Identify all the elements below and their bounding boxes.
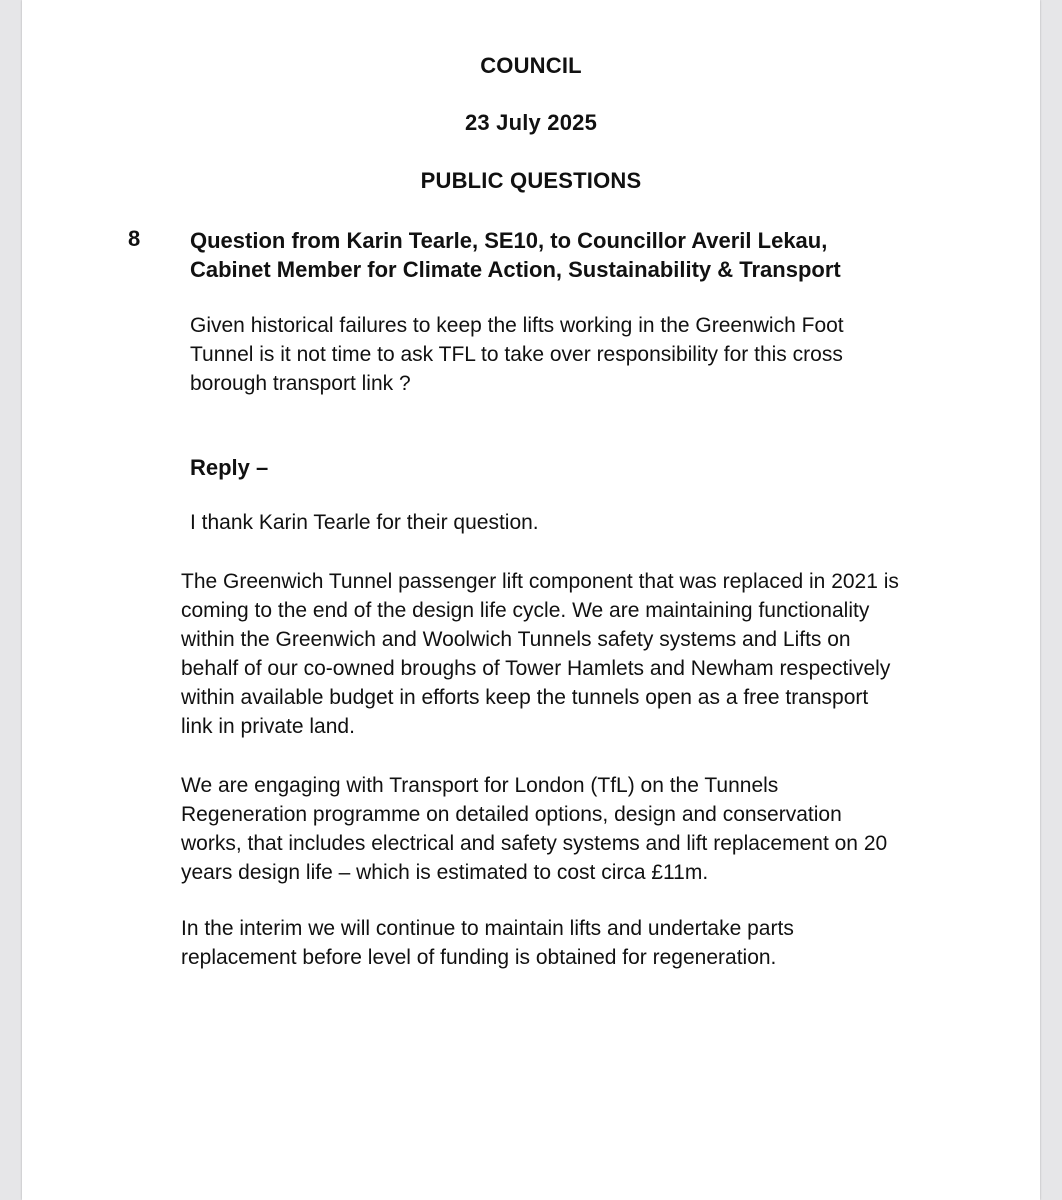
meeting-date: 23 July 2025 [464, 110, 598, 135]
reply-line: We are engaging with Transport for London (TfL) on the Tunnels [181, 774, 779, 797]
reply-line: within available budget in efforts keep the tunnels open as a free transport [181, 686, 869, 709]
reply-paragraph-3 [181, 914, 981, 972]
council-heading: COUNCIL [480, 53, 582, 78]
question-body [190, 311, 930, 398]
reply-line: The Greenwich Tunnel passenger lift component that was replaced in 2021 is [181, 570, 899, 593]
reply-line: replacement before level of funding is obtained for regeneration. [181, 946, 777, 969]
reply-paragraph-1 [181, 567, 981, 741]
question-heading-line: Cabinet Member for Climate Action, Sustainability & Transport [190, 257, 841, 282]
reply-line: behalf of our co-owned broughs of Tower Hamlets and Newham respectively [181, 657, 891, 680]
question-body-line: Tunnel is it not time to ask TFL to take over responsibility for this cross [190, 343, 843, 366]
reply-line: link in private land. [181, 715, 355, 738]
question-heading [190, 226, 950, 284]
reply-line: Regeneration programme on detailed options, design and conservation [181, 803, 842, 826]
reply-line: coming to the end of the design life cycle. We are maintaining functionality [181, 599, 870, 622]
question-heading-line: Question from Karin Tearle, SE10, to Councillor Averil Lekau, [190, 228, 828, 253]
reply-paragraph-2 [181, 771, 981, 887]
question-body-line: borough transport link ? [190, 372, 411, 395]
question-body-line: Given historical failures to keep the lifts working in the Greenwich Foot [190, 314, 844, 337]
reply-line: works, that includes electrical and safety systems and lift replacement on 20 [181, 832, 888, 855]
reply-thanks: I thank Karin Tearle for their question. [190, 511, 539, 534]
section-heading: PUBLIC QUESTIONS [420, 168, 642, 193]
document-page [22, 0, 1040, 1200]
reply-line: In the interim we will continue to maintain lifts and undertake parts [181, 917, 794, 940]
reply-label: Reply – [190, 455, 269, 480]
reply-line: years design life – which is estimated to cost circa £11m. [181, 861, 709, 884]
question-number: 8 [128, 226, 141, 251]
reply-line: within the Greenwich and Woolwich Tunnels safety systems and Lifts on [181, 628, 851, 651]
